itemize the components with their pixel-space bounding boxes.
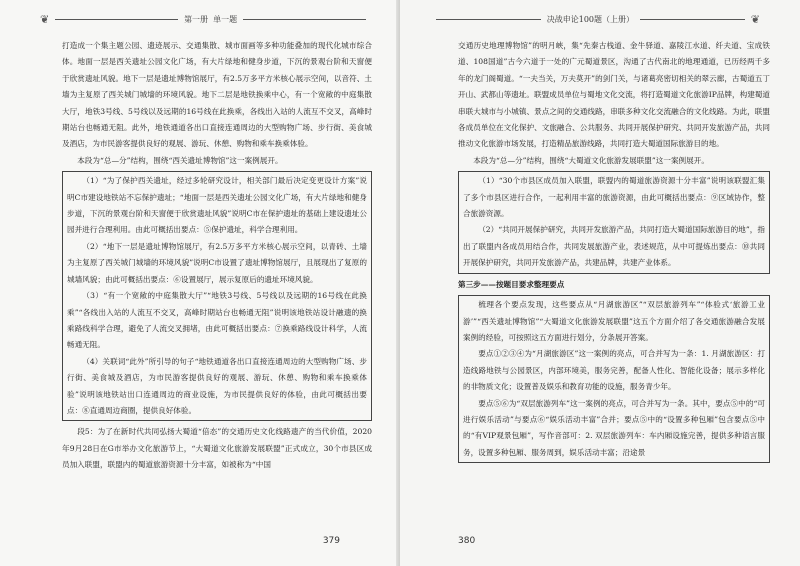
- header-rule: [243, 19, 366, 20]
- paragraph: 要点⑤⑥为“双层旅游列车”这一案例的亮点，可合并写为一条。其中，要点⑤中的“可进行娱乐活动”与要点⑥“娱乐活动丰富”合并；要点⑤中的“设置多种包厢”包含要点⑤中的“有VIP观景包厢”，写作音部可：2. 双层旅游列车：车内厢设施完善，提供多种语言服务，设置多种包厢、服务周到，娱乐活动丰富；沿途景: [463, 398, 765, 457]
- right-page-header: [430, 10, 760, 28]
- paragraph: 打造成一个集主题公园、遗迹展示、交通集散、城市面画等多种功能叠加的现代化城市综合体。地面一层是西关遗址公园文化广场，有大片绿地和健身步道，下沉的景观台阶和天窗便于欣赏遗址风貌。地下一层是遗址博物馆展厅，有2.5万多平方米核心展示空间，以音符、土墙为主复原了西关城门城墙的环境风貌。地下二层是地铁换乘中心，有一个宽敞的中庭集散大厅，地铁3号线、5号线以及远期的16号线在此换乘，各线出入站的人流互不交叉，高峰时期站台也畅通无阻。此外，地铁通道各出口直接连通周边的大型购物广场、步行街、美食城及酒店，为市民游客提供良好的观展、游玩、休憩、购物和乘车换乘体验。: [62, 41, 372, 149]
- paragraph: 要点①②③④为“月湖旅游区”这一案例的亮点，可合并写为一条：1. 月湖旅游区：打造线路地铁与公园景区，内部环境美，服务完善，配备人性化、智能化设备；展示多样化的非物质文化；设置普及娱乐和教育功能的设施，服务青少年。: [463, 349, 765, 392]
- paragraph: （1）“30个市县区成员加入联盟，联盟内的蜀道旅游资源十分丰富”说明该联盟汇集了多个市县区进行合作，一起利用丰富的旅游资源，由此可概括出要点：⑨区域协作，整合旅游资源。: [463, 176, 765, 219]
- analysis-box: [62, 171, 372, 421]
- right-page-body: [458, 38, 770, 466]
- paragraph: （3）“有一个宽敞的中庭集散大厅”“地铁3号线、5号线以及远期的16号线在此换乘”“各线出入站的人流互不交叉，高峰时期站台也畅通无阻”说明该地铁站设计融遗的换乘路线科学合理，避免了人流交叉拥堵，由此可概括出要点：⑦换乘路线设计科学，人流畅通无阻。: [67, 291, 367, 350]
- paragraph: 段5：为了在新时代共同弘扬大蜀道“倍态”的交通历史文化线路遗产的当代价值，2020年9月28日在G市举办文化旅游节上，“大蜀道文化旅游发展联盟”正式成立，30个市县区成员加入联盟，联盟内的蜀道旅游资源十分丰富，如被称为“中国: [62, 427, 372, 470]
- analysis-box: [458, 295, 770, 463]
- header-chapter: 第一册: [184, 14, 209, 24]
- section-heading: 第三步——按题目要求整理要点: [458, 279, 565, 289]
- header-section: 单一题: [213, 14, 238, 24]
- header-rule: [640, 19, 745, 20]
- paragraph: 本段为“总—分”结构，围绕“西关遗址博物馆”这一案例展开。: [77, 155, 283, 165]
- paragraph: （2）“地下一层是遗址博物馆展厅，有2.5万多平方米核心展示空间，以青砖、土墙为主复原了西关城门城墙的环境风貌”说明C市设置了遗址博物馆展厅，且展现出了复原的城墙风貌；由此可概括出要点：⑥设置展厅，展示复原后的遗址环境风貌。: [67, 241, 367, 284]
- page-number: 379: [322, 536, 340, 546]
- paragraph: 本段为“总—分”结构，围绕“大蜀道文化旅游发展联盟”这一案例展开。: [473, 155, 709, 165]
- paragraph: （1）“为了保护西关遗址，经过多轮研究设计，相关部门最后决定变更设计方案”说明C市建设地铁站不忘保护遗址；“地面一层是西关遗址公园文化广场，有大片绿地和健身步道，下沉的景观台阶和天窗便于欣赏遗址风貌”说明C市在保护遗址的基础上建设遗址公园并进行合理利用。由此可概括出要点：⑤保护遗址，科学合理利用。: [67, 176, 367, 235]
- paragraph: 交通历史地理博物馆”的明月峡，集“先秦古栈道、金牛驿道、嘉陵江水道、纤夫道、宝成铁道、108国道”古今六道于一处的广元蜀道景区，沟通了古代南北的地理通道，已历经两千多年的龙门阁蜀道。“一夫当关，万夫莫开”的剑门关，与诸葛亮密切相关的翠云廊，古蜀道五丁开山、武都山等遗址。联盟成员单位与蜀地文化交流，将打造蜀道文化旅游IP品牌，构建蜀道串联大城市与小城镇、景点之间的交通线路，串联多种文化交流融合的文化线路。为此，联盟各成员单位在文化保护、文旅融合、公共服务、共同开展保护研究、共同开发旅游产品，共同推动文化旅游市场发展，打造精品旅游线路，共同打造大蜀道国际旅游目的地。: [458, 41, 770, 149]
- header-book-title: 决战申论100题（上册）: [546, 14, 635, 24]
- page-number: 380: [458, 536, 476, 546]
- leaf-ornament-icon: ❦: [750, 12, 760, 26]
- header-rule: [55, 19, 178, 20]
- paragraph: （4）关联词“此外”所引导的句子“地铁通道各出口直接连通周边的大型购物广场、步行街、美食城及酒店，为市民游客提供良好的观展、游玩、休憩、购物和乘车换乘体验”说明该地铁站出口连通周边的商业设施，为市民提供良好的体验，由此可概括出要点：⑧直通周边商圈，提供良好体验。: [67, 356, 367, 415]
- analysis-box: [458, 171, 770, 273]
- header-rule: [436, 19, 541, 20]
- paragraph: （2）“共同开展保护研究，共同开发旅游产品，共同打造大蜀道国际旅游目的地”，指出了联盟内各成员用结合作，共同发展旅游产业，表述规范，从中可提炼出要点：⑩共同开展保护研究，共同开发旅游产品，共建品牌，共建产业体系。: [463, 225, 765, 268]
- left-page-header: [40, 10, 372, 28]
- leaf-ornament-icon: ❦: [40, 12, 50, 26]
- left-page-body: [62, 38, 372, 474]
- paragraph: 梳理各个要点发现，这些要点从“月湖旅游区”“双层旅游列车”“体验式‘旅游工业游’”“西关遗址博物馆”“大蜀道文化旅游发展联盟”这五个方面介绍了各交通旅游融合发展案例的经验，可按照这五方面进行划分，分条展开答案。: [463, 300, 765, 342]
- right-page: [400, 0, 800, 566]
